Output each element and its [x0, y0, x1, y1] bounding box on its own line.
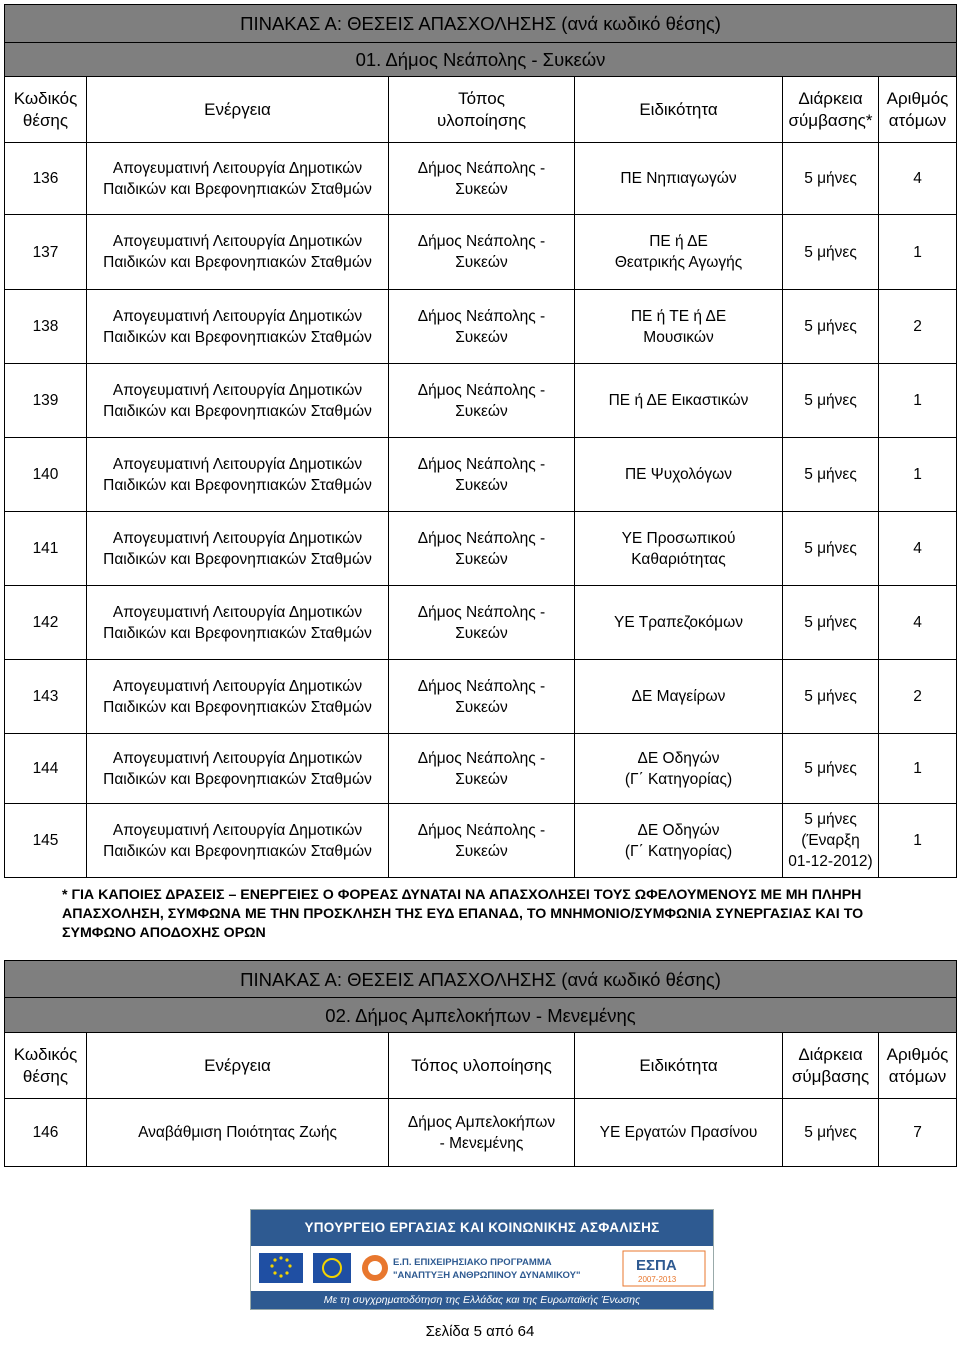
header-code: Κωδικός θέσης: [5, 1033, 87, 1099]
banner-ministry-title: ΥΠΟΥΡΓΕΙΟ ΕΡΓΑΣΙΑΣ ΚΑΙ ΚΟΙΝΩΝΙΚΗΣ ΑΣΦΑΛΙΣΗΣ: [251, 1210, 713, 1246]
table-row: [5, 364, 957, 438]
row-place: Δήμος Αμπελοκήπων - Μενεμένης: [389, 1099, 575, 1167]
table-2-title: ΠΙΝΑΚΑΣ Α: ΘΕΣΕΙΣ ΑΠΑΣΧΟΛΗΣΗΣ (ανά κωδικό θέσης): [5, 961, 957, 998]
row-specialty: ΠΕ Νηπιαγωγών: [575, 143, 783, 215]
espa-logo-icon: [623, 1251, 705, 1286]
row-code: 145: [5, 804, 87, 878]
row-count: 7: [879, 1099, 957, 1167]
row-code: 144: [5, 734, 87, 804]
row-count: 1: [879, 215, 957, 290]
table-row: [5, 215, 957, 290]
header-specialty: Ειδικότητα: [575, 1033, 783, 1099]
row-place: Δήμος Νεάπολης - Συκεών: [389, 438, 575, 512]
table-row: [5, 143, 957, 215]
row-specialty: ΔΕ Μαγείρων: [575, 660, 783, 734]
table-row: [5, 734, 957, 804]
espa-years: 2007-2013: [638, 1275, 677, 1284]
row-code: 137: [5, 215, 87, 290]
row-duration: 5 μήνες (Έναρξη 01-12-2012): [783, 804, 879, 878]
header-specialty: Ειδικότητα: [575, 77, 783, 143]
footnote: * ΓΙΑ ΚΑΠΟΙΕΣ ΔΡΑΣΕΙΣ – ΕΝΕΡΓΕΙΕΣ Ο ΦΟΡΕΑΣ ΔΥΝΑΤΑΙ ΝΑ ΑΠΑΣΧΟΛΗΣΕΙ ΤΟΥΣ ΩΦΕΛΟΥΜΕΝΟΥΣ ΜΕ ΜΗ ΠΛΗΡΗ ΑΠΑΣΧΟΛΗΣΗ, ΣΥΜΦΩΝΑ ΜΕ ΤΗΝ ΠΡΟΣΚΛΗΣΗ ΤΗΣ ΕΥΔ ΕΠΑΝΑΔ, ΤΟ ΜΝΗΜΟΝΙΟ/ΣΥΜΦΩΝΙΑ ΣΥΝΕΡΓΑΣΙΑΣ ΚΑΙ ΤΟ ΣΥΜΦΩΝΟ ΑΠΟΔΟΧΗΣ ΟΡΩΝ: [62, 887, 864, 941]
header-action: Ενέργεια: [87, 77, 389, 143]
row-duration: 5 μήνες: [783, 1099, 879, 1167]
row-count: 4: [879, 586, 957, 660]
row-count: 1: [879, 364, 957, 438]
row-duration: 5 μήνες: [783, 290, 879, 364]
header-count: Αριθμός ατόμων: [879, 1033, 957, 1099]
banner-program-line-2: "ΑΝΑΠΤΥΞΗ ΑΝΘΡΩΠΙΝΟΥ ΔΥΝΑΜΙΚΟΥ": [393, 1270, 581, 1281]
header-count: Αριθμός ατόμων: [879, 77, 957, 143]
row-duration: 5 μήνες: [783, 364, 879, 438]
table-1-title: ΠΙΝΑΚΑΣ Α: ΘΕΣΕΙΣ ΑΠΑΣΧΟΛΗΣΗΣ (ανά κωδικό θέσης): [5, 5, 957, 43]
row-action: Απογευματινή Λειτουργία Δημοτικών Παιδικών και Βρεφονηπιακών Σταθμών: [87, 660, 389, 734]
row-count: 4: [879, 143, 957, 215]
banner-program-line-1: Ε.Π. ΕΠΙΧΕΙΡΗΣΙΑΚΟ ΠΡΟΓΡΑΜΜΑ: [393, 1257, 552, 1268]
row-place: Δήμος Νεάπολης - Συκεών: [389, 660, 575, 734]
row-specialty: ΥΕ Εργατών Πρασίνου: [575, 1099, 783, 1167]
row-specialty: ΠΕ ή ΔΕ Θεατρικής Αγωγής: [575, 215, 783, 290]
header-duration: Διάρκεια σύμβασης: [783, 1033, 879, 1099]
row-place: Δήμος Νεάπολης - Συκεών: [389, 586, 575, 660]
row-code: 146: [5, 1099, 87, 1167]
row-code: 142: [5, 586, 87, 660]
espa-text: ΕΣΠΑ: [636, 1257, 677, 1274]
row-specialty: ΥΕ Προσωπικού Καθαριότητας: [575, 512, 783, 586]
row-count: 4: [879, 512, 957, 586]
row-place: Δήμος Νεάπολης - Συκεών: [389, 290, 575, 364]
banner-logos: [251, 1246, 713, 1291]
header-place: Τόπος υλοποίησης: [389, 1033, 575, 1099]
table-row: [5, 512, 957, 586]
row-count: 1: [879, 438, 957, 512]
table-row: [5, 1099, 957, 1167]
table-row: [5, 586, 957, 660]
header-code: Κωδικός θέσης: [5, 77, 87, 143]
table-2-subtitle: 02. Δήμος Αμπελοκήπων - Μενεμένης: [5, 998, 957, 1033]
row-action: Αναβάθμιση Ποιότητας Ζωής: [87, 1099, 389, 1167]
row-action: Απογευματινή Λειτουργία Δημοτικών Παιδικών και Βρεφονηπιακών Σταθμών: [87, 215, 389, 290]
table-row: [5, 660, 957, 734]
table-row: [5, 438, 957, 512]
row-action: Απογευματινή Λειτουργία Δημοτικών Παιδικών και Βρεφονηπιακών Σταθμών: [87, 586, 389, 660]
program-logo-icon: [362, 1255, 388, 1281]
table-1-subtitle: 01. Δήμος Νεάπολης - Συκεών: [5, 43, 957, 77]
row-code: 138: [5, 290, 87, 364]
row-count: 2: [879, 290, 957, 364]
row-place: Δήμος Νεάπολης - Συκεών: [389, 512, 575, 586]
row-duration: 5 μήνες: [783, 586, 879, 660]
row-action: Απογευματινή Λειτουργία Δημοτικών Παιδικών και Βρεφονηπιακών Σταθμών: [87, 290, 389, 364]
row-action: Απογευματινή Λειτουργία Δημοτικών Παιδικών και Βρεφονηπιακών Σταθμών: [87, 143, 389, 215]
row-count: 1: [879, 734, 957, 804]
table-row: [5, 804, 957, 878]
row-action: Απογευματινή Λειτουργία Δημοτικών Παιδικών και Βρεφονηπιακών Σταθμών: [87, 512, 389, 586]
row-specialty: ΠΕ ή ΔΕ Εικαστικών: [575, 364, 783, 438]
eu-flag-icon: [259, 1253, 303, 1283]
row-duration: 5 μήνες: [783, 215, 879, 290]
table-1: [4, 4, 957, 878]
row-code: 136: [5, 143, 87, 215]
row-count: 1: [879, 804, 957, 878]
row-specialty: ΠΕ Ψυχολόγων: [575, 438, 783, 512]
row-code: 140: [5, 438, 87, 512]
row-code: 143: [5, 660, 87, 734]
banner-logos-svg: [251, 1246, 713, 1291]
row-specialty: ΥΕ Τραπεζοκόμων: [575, 586, 783, 660]
row-action: Απογευματινή Λειτουργία Δημοτικών Παιδικών και Βρεφονηπιακών Σταθμών: [87, 438, 389, 512]
header-action: Ενέργεια: [87, 1033, 389, 1099]
row-specialty: ΔΕ Οδηγών (Γ΄ Κατηγορίας): [575, 734, 783, 804]
row-action: Απογευματινή Λειτουργία Δημοτικών Παιδικών και Βρεφονηπιακών Σταθμών: [87, 804, 389, 878]
table-row: [5, 290, 957, 364]
row-place: Δήμος Νεάπολης - Συκεών: [389, 143, 575, 215]
row-action: Απογευματινή Λειτουργία Δημοτικών Παιδικών και Βρεφονηπιακών Σταθμών: [87, 734, 389, 804]
row-specialty: ΔΕ Οδηγών (Γ΄ Κατηγορίας): [575, 804, 783, 878]
row-place: Δήμος Νεάπολης - Συκεών: [389, 734, 575, 804]
row-duration: 5 μήνες: [783, 143, 879, 215]
row-duration: 5 μήνες: [783, 734, 879, 804]
row-action: Απογευματινή Λειτουργία Δημοτικών Παιδικών και Βρεφονηπιακών Σταθμών: [87, 364, 389, 438]
european-social-fund-icon: [313, 1253, 351, 1283]
row-code: 141: [5, 512, 87, 586]
row-count: 2: [879, 660, 957, 734]
row-duration: 5 μήνες: [783, 512, 879, 586]
row-place: Δήμος Νεάπολης - Συκεών: [389, 215, 575, 290]
row-code: 139: [5, 364, 87, 438]
banner-cofunding-text: Με τη συγχρηματοδότηση της Ελλάδας και της Ευρωπαϊκής Ένωσης: [251, 1291, 713, 1309]
header-place: Τόπος υλοποίησης: [389, 77, 575, 143]
row-place: Δήμος Νεάπολης - Συκεών: [389, 804, 575, 878]
row-specialty: ΠΕ ή ΤΕ ή ΔΕ Μουσικών: [575, 290, 783, 364]
row-duration: 5 μήνες: [783, 660, 879, 734]
row-place: Δήμος Νεάπολης - Συκεών: [389, 364, 575, 438]
ministry-banner: [250, 1209, 714, 1310]
header-duration: Διάρκεια σύμβασης*: [783, 77, 879, 143]
table-2: [4, 960, 957, 1167]
row-duration: 5 μήνες: [783, 438, 879, 512]
page-number: Σελίδα 5 από 64: [425, 1323, 535, 1340]
